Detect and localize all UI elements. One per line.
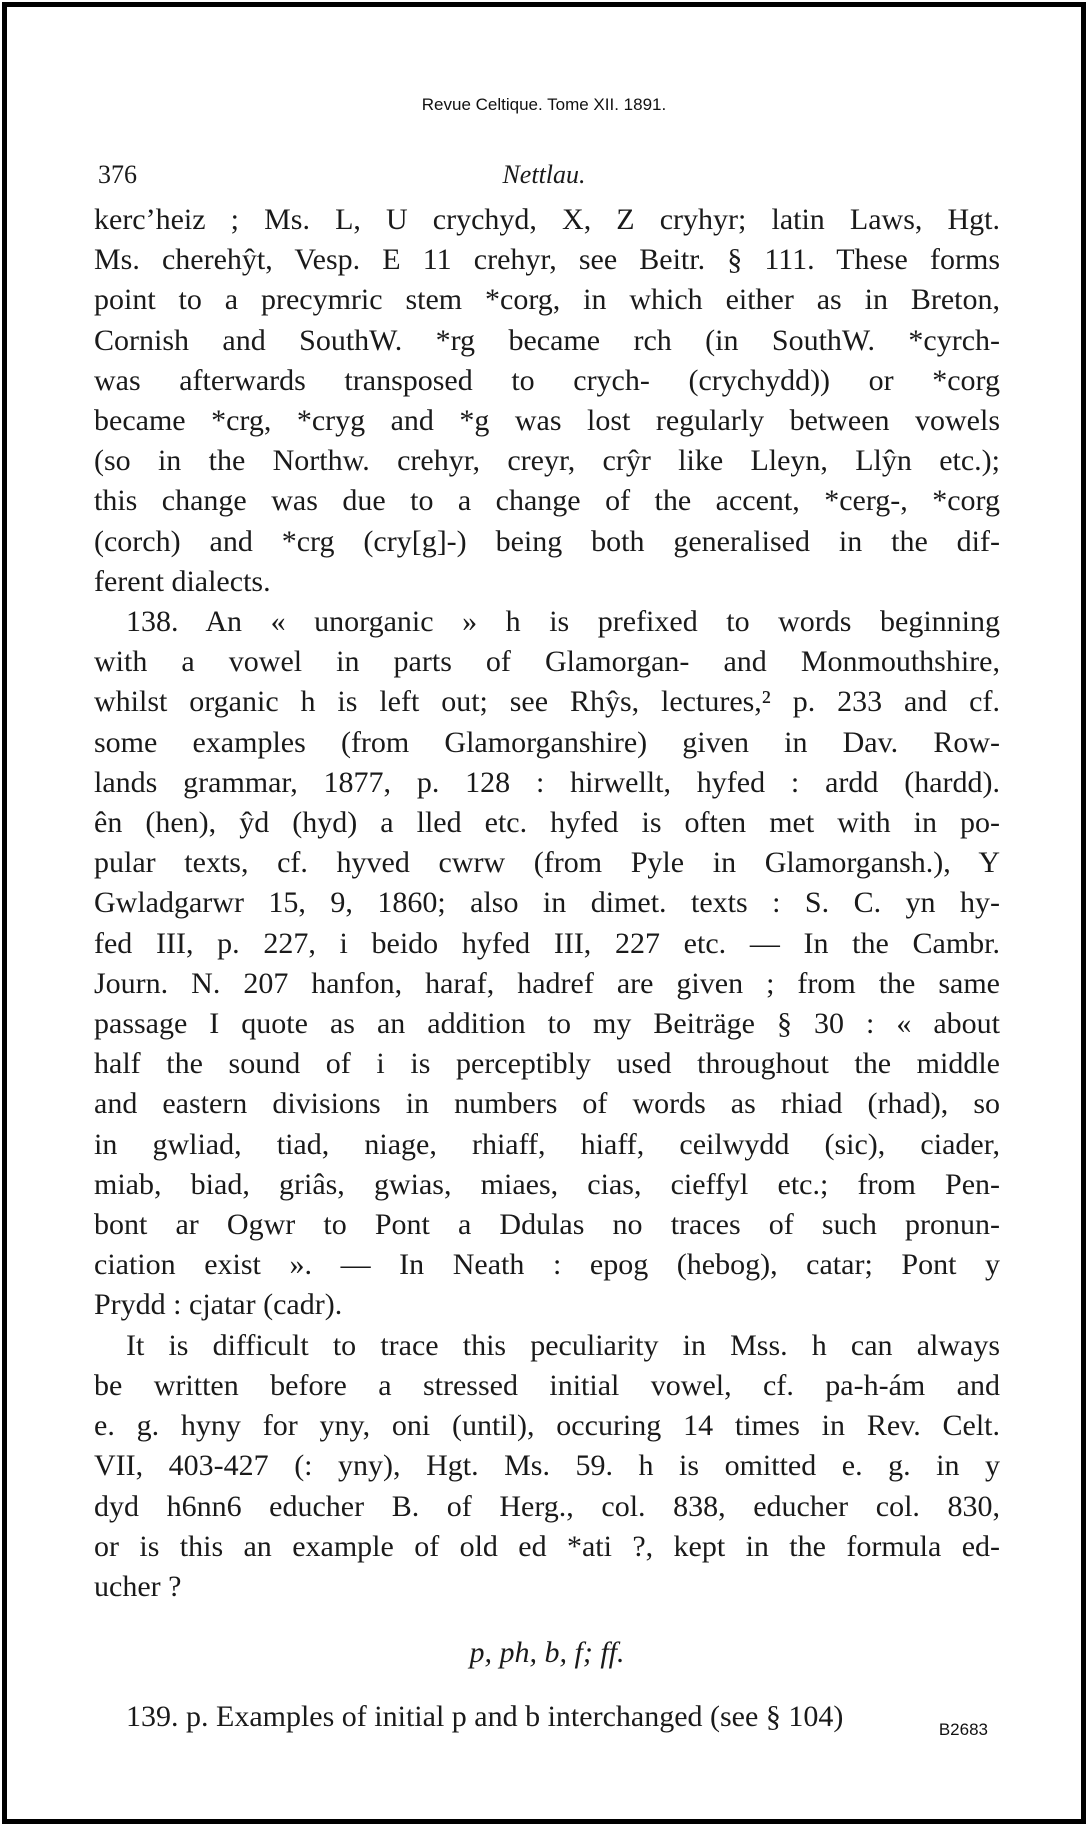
text-line: e. g. hyny for yny, oni (until), occuring 14 times in Rev. Celt.	[94, 1409, 1000, 1443]
text-line: miab, biad, griâs, gwias, miaes, cias, cieffyl etc.; from Pen-	[94, 1167, 1000, 1201]
paragraph	[94, 1697, 1000, 1737]
text-line: Gwladgarwr 15, 9, 1860; also in dimet. texts : S. C. yn hy-	[94, 886, 1000, 920]
page-number: 376	[98, 160, 137, 189]
text-line: and eastern divisions in numbers of words as rhiad (rhad), so	[94, 1087, 1000, 1121]
running-head	[98, 160, 990, 194]
text-line: in gwliad, tiad, niage, rhiaff, hiaff, ceilwydd (sic), ciader,	[94, 1127, 1000, 1161]
paragraph	[94, 602, 1000, 1326]
text-line: half the sound of i is perceptibly used throughout the middle	[94, 1047, 1000, 1081]
text-line: Prydd : cjatar (cadr).	[94, 1288, 343, 1322]
text-line: or is this an example of old ed *ati ?, kept in the formula ed-	[94, 1529, 1000, 1563]
document-code: B2683	[938, 1720, 988, 1739]
body-text	[94, 200, 1000, 1738]
text-line: dyd h6nn6 educher B. of Herg., col. 838, educher col. 830,	[94, 1489, 1000, 1523]
text-line: lands grammar, 1877, p. 128 : hirwellt, hyfed : ardd (hardd).	[94, 765, 1000, 799]
text-line: passage I quote as an addition to my Beiträge § 30 : « about	[94, 1007, 1000, 1041]
text-line: Journ. N. 207 hanfon, haraf, hadref are given ; from the same	[94, 966, 1000, 1000]
text-line: pular texts, cf. hyved cwrw (from Pyle in Glamorgansh.), Y	[94, 846, 1000, 880]
text-line: bont ar Ogwr to Pont a Ddulas no traces of such pronun-	[94, 1208, 1000, 1242]
text-line: some examples (from Glamorganshire) given in Dav. Row-	[94, 725, 1000, 759]
text-line: ên (hen), ŷd (hyd) a lled etc. hyfed is often met with in po-	[94, 806, 1000, 840]
paragraph	[94, 1326, 1000, 1607]
text-line: be written before a stressed initial vowel, cf. pa-h-ám and	[94, 1368, 1000, 1402]
text-line: ucher ?	[94, 1569, 182, 1603]
text-line: ferent dialects.	[94, 564, 271, 598]
text-line: Cornish and SouthW. *rg became rch (in SouthW. *cyrch-	[94, 323, 1000, 357]
paragraph	[94, 200, 1000, 602]
text-line: was afterwards transposed to crych- (crychydd)) or *corg	[94, 363, 1000, 397]
text-line: became *crg, *cryg and *g was lost regularly between vowels	[94, 404, 1000, 438]
text-line: whilst organic h is left out; see Rhŷs, lectures,² p. 233 and cf.	[94, 685, 1000, 719]
text-line: Ms. cherehŷt, Vesp. E 11 crehyr, see Beitr. § 111. These forms	[94, 243, 1000, 277]
text-line: VII, 403-427 (: yny), Hgt. Ms. 59. h is omitted e. g. in y	[94, 1449, 1000, 1483]
text-line: kerc’heiz ; Ms. L, U crychyd, X, Z cryhyr; latin Laws, Hgt.	[94, 203, 1000, 236]
text-line: this change was due to a change of the accent, *cerg-, *corg	[94, 484, 1000, 518]
section-heading: p, ph, b, f; ff.	[469, 1636, 625, 1670]
text-line: 139. p. Examples of initial p and b interchanged (see § 104)	[126, 1700, 844, 1734]
text-line: 138. An « unorganic » h is prefixed to words beginning	[126, 605, 1000, 639]
source-citation: Revue Celtique. Tome XII. 1891.	[421, 95, 667, 114]
text-line: (corch) and *crg (cry[g]-) being both generalised in the dif-	[94, 524, 1000, 558]
text-line: with a vowel in parts of Glamorgan- and Monmouthshire,	[94, 645, 1000, 679]
text-line: fed III, p. 227, i beido hyfed III, 227 etc. — In the Cambr.	[94, 926, 1000, 960]
text-line: point to a precymric stem *corg, in which either as in Breton,	[94, 283, 1000, 317]
text-line: ciation exist ». — In Neath : epog (hebog), catar; Pont y	[94, 1248, 1000, 1282]
running-title: Nettlau.	[502, 160, 586, 189]
text-line: It is difficult to trace this peculiarity in Mss. h can always	[126, 1328, 1000, 1362]
text-line: (so in the Northw. crehyr, creyr, crŷr like Lleyn, Llŷn etc.);	[94, 444, 1000, 478]
